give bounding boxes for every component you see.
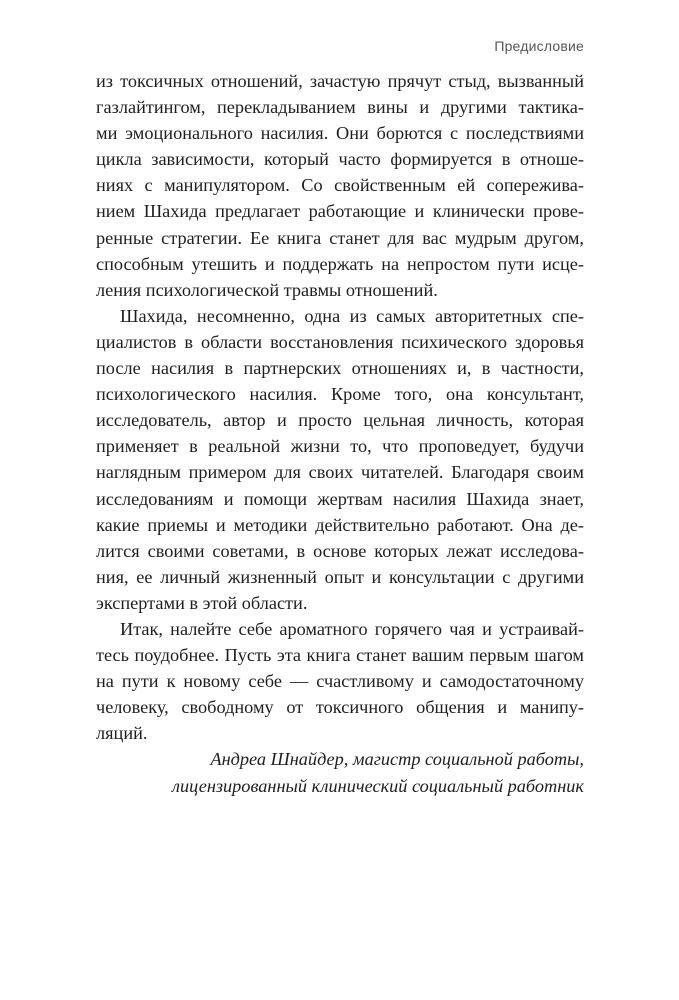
running-header-section-title: Предисловие <box>494 38 584 54</box>
text-line: человеку, свободному от токсичного общения и манипу- <box>96 697 584 718</box>
text-line: ния, ее личный жизненный опыт и консультации с другими <box>96 566 584 587</box>
text-line: после насилия в партнерских отношениях и, в частности, <box>96 358 584 379</box>
text-line: Итак, налейте себе ароматного горячего чая и устраивай- <box>120 618 584 639</box>
text-line: из токсичных отношений, зачастую прячут стыд, вызванный <box>96 71 584 91</box>
page-body-text <box>96 68 584 799</box>
text-line: циалистов в области восстановления психического здоровья <box>96 331 584 352</box>
signature-line-title: лицензированный клинический социальный работник <box>172 775 584 796</box>
paragraph-1 <box>96 68 584 303</box>
text-line: Шахида, несомненно, одна из самых авторитетных спе- <box>120 305 584 326</box>
paragraph-2 <box>96 303 584 616</box>
text-line: наглядным примером для своих читателей. Благодаря своим <box>96 462 584 483</box>
paragraph-3 <box>96 616 584 746</box>
text-line: ренные стратегии. Ее книга станет для вас мудрым другом, <box>96 227 584 248</box>
text-line: лится своими советами, в основе которых лежат исследова- <box>96 540 584 561</box>
text-line: психологического насилия. Кроме того, она консультант, <box>96 384 584 405</box>
text-line: исследованиям и помощи жертвам насилия Шахида знает, <box>96 488 584 509</box>
text-line: газлайтингом, перекладыванием вины и другими тактика- <box>96 97 584 118</box>
text-line: нием Шахида предлагает работающие и клинически прове- <box>96 201 584 222</box>
text-line: ми эмоционального насилия. Они борются с последствиями <box>96 123 584 144</box>
author-signature <box>96 746 584 798</box>
text-line: применяет в реальной жизни то, что проповедует, будучи <box>96 436 584 457</box>
signature-line-name: Андреа Шнайдер, магистр социальной работы, <box>210 749 584 770</box>
text-line: какие приемы и методики действительно работают. Она де- <box>96 514 584 535</box>
text-line: ления психологической травмы отношений. <box>96 279 438 300</box>
text-line: экспертами в этой области. <box>96 592 308 613</box>
text-line: тесь поудобнее. Пусть эта книга станет вашим первым шагом <box>96 645 584 666</box>
text-line: ляций. <box>96 723 148 744</box>
text-line: способным утешить и поддержать на непростом пути исце- <box>96 253 584 274</box>
text-line: на пути к новому себе — счастливому и самодостаточному <box>96 671 584 692</box>
text-line: исследователь, автор и просто цельная личность, которая <box>96 410 584 431</box>
text-line: цикла зависимости, который часто формируется в отноше- <box>96 149 584 170</box>
text-line: ниях с манипулятором. Со свойственным ей сопережива- <box>96 175 584 196</box>
